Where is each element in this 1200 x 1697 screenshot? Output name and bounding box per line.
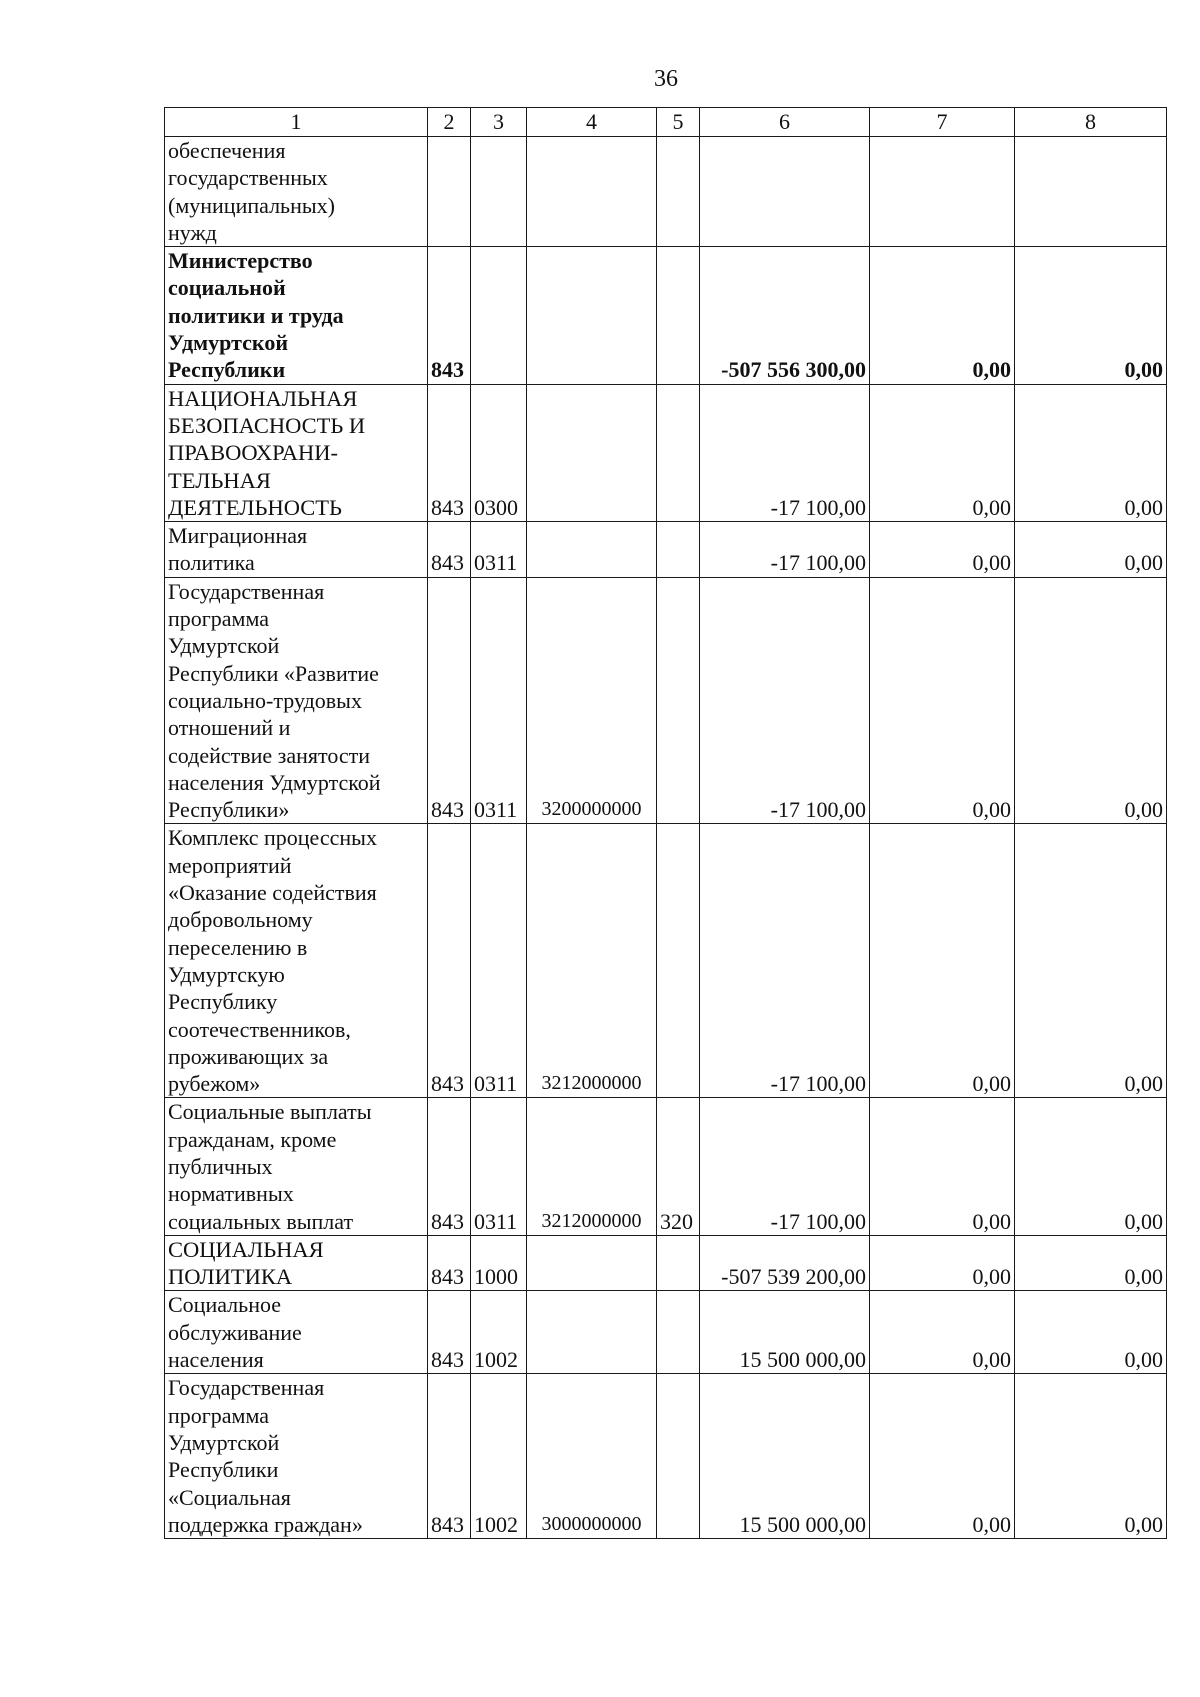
- admin-code-cell: 843: [428, 247, 471, 384]
- amount-cell: 0,00: [870, 1291, 1015, 1374]
- table-row: [165, 522, 1167, 578]
- section-code-cell: 1000: [471, 1235, 527, 1291]
- column-header: 6: [700, 108, 870, 137]
- amount-cell: -17 100,00: [700, 384, 870, 521]
- section-code-cell: 0311: [471, 522, 527, 578]
- expense-type-cell: [657, 247, 700, 384]
- amount-cell: 0,00: [870, 1235, 1015, 1291]
- expense-type-cell: [657, 1235, 700, 1291]
- row-name-cell: обеспечения государственных (муниципальных) нужд: [165, 137, 428, 247]
- amount-cell: 0,00: [1015, 1235, 1167, 1291]
- page-number: 36: [654, 66, 678, 92]
- table-row: [165, 824, 1167, 1098]
- admin-code-cell: [428, 137, 471, 247]
- admin-code-cell: 843: [428, 1098, 471, 1235]
- section-code-cell: 1002: [471, 1374, 527, 1539]
- section-code-cell: 0311: [471, 577, 527, 824]
- amount-cell: 0,00: [1015, 1098, 1167, 1235]
- row-name-cell: Министерство социальной политики и труда Удмуртской Республики: [165, 247, 428, 384]
- target-article-cell: [527, 1235, 657, 1291]
- row-name-cell: Миграционная политика: [165, 522, 428, 578]
- amount-cell: 15 500 000,00: [700, 1291, 870, 1374]
- target-article-cell: 3212000000: [527, 1098, 657, 1235]
- table-row: [165, 1235, 1167, 1291]
- section-code-cell: 0311: [471, 1098, 527, 1235]
- row-name-cell: Социальные выплаты гражданам, кроме публичных нормативных социальных выплат: [165, 1098, 428, 1235]
- amount-cell: 0,00: [1015, 824, 1167, 1098]
- amount-cell: 0,00: [1015, 1374, 1167, 1539]
- column-header: 8: [1015, 108, 1167, 137]
- budget-table: [164, 107, 1167, 1539]
- column-header: 1: [165, 108, 428, 137]
- expense-type-cell: [657, 522, 700, 578]
- amount-cell: 0,00: [1015, 577, 1167, 824]
- amount-cell: 0,00: [870, 384, 1015, 521]
- section-code-cell: [471, 137, 527, 247]
- amount-cell: 0,00: [870, 1098, 1015, 1235]
- section-code-cell: [471, 247, 527, 384]
- expense-type-cell: 320: [657, 1098, 700, 1235]
- target-article-cell: 3000000000: [527, 1374, 657, 1539]
- expense-type-cell: [657, 137, 700, 247]
- admin-code-cell: 843: [428, 824, 471, 1098]
- admin-code-cell: 843: [428, 1235, 471, 1291]
- section-code-cell: 0300: [471, 384, 527, 521]
- table-row: [165, 1374, 1167, 1539]
- amount-cell: [1015, 137, 1167, 247]
- amount-cell: 0,00: [1015, 522, 1167, 578]
- admin-code-cell: 843: [428, 522, 471, 578]
- row-name-cell: Государственная программа Удмуртской Республики «Социальная поддержка граждан»: [165, 1374, 428, 1539]
- column-header: 4: [527, 108, 657, 137]
- table-row: [165, 577, 1167, 824]
- row-name-cell: НАЦИОНАЛЬНАЯ БЕЗОПАСНОСТЬ И ПРАВООХРАНИ- ТЕЛЬНАЯ ДЕЯТЕЛЬНОСТЬ: [165, 384, 428, 521]
- amount-cell: 0,00: [870, 1374, 1015, 1539]
- amount-cell: 0,00: [870, 577, 1015, 824]
- amount-cell: -17 100,00: [700, 577, 870, 824]
- row-name-cell: Комплекс процессных мероприятий «Оказание содействия добровольному переселению в Удмуртскую Республику соотечественников, проживающих за рубежом»: [165, 824, 428, 1098]
- amount-cell: 0,00: [870, 824, 1015, 1098]
- table-row: [165, 137, 1167, 247]
- admin-code-cell: 843: [428, 384, 471, 521]
- amount-cell: -17 100,00: [700, 522, 870, 578]
- section-code-cell: 0311: [471, 824, 527, 1098]
- target-article-cell: [527, 247, 657, 384]
- admin-code-cell: 843: [428, 1291, 471, 1374]
- amount-cell: 15 500 000,00: [700, 1374, 870, 1539]
- amount-cell: 0,00: [1015, 247, 1167, 384]
- amount-cell: -507 539 200,00: [700, 1235, 870, 1291]
- expense-type-cell: [657, 577, 700, 824]
- table-row: [165, 384, 1167, 521]
- amount-cell: 0,00: [1015, 1291, 1167, 1374]
- target-article-cell: 3212000000: [527, 824, 657, 1098]
- amount-cell: 0,00: [870, 522, 1015, 578]
- amount-cell: -507 556 300,00: [700, 247, 870, 384]
- table-row: [165, 1291, 1167, 1374]
- expense-type-cell: [657, 1374, 700, 1539]
- amount-cell: [700, 137, 870, 247]
- column-header: 5: [657, 108, 700, 137]
- target-article-cell: [527, 1291, 657, 1374]
- row-name-cell: Социальное обслуживание населения: [165, 1291, 428, 1374]
- expense-type-cell: [657, 384, 700, 521]
- column-header: 2: [428, 108, 471, 137]
- target-article-cell: [527, 137, 657, 247]
- table-header-row: [165, 108, 1167, 137]
- admin-code-cell: 843: [428, 577, 471, 824]
- amount-cell: 0,00: [1015, 384, 1167, 521]
- amount-cell: 0,00: [870, 247, 1015, 384]
- expense-type-cell: [657, 824, 700, 1098]
- column-header: 7: [870, 108, 1015, 137]
- admin-code-cell: 843: [428, 1374, 471, 1539]
- target-article-cell: [527, 522, 657, 578]
- amount-cell: [870, 137, 1015, 247]
- row-name-cell: Государственная программа Удмуртской Республики «Развитие социально-трудовых отношений и содействие занятости населения Удмуртской Республики»: [165, 577, 428, 824]
- amount-cell: -17 100,00: [700, 824, 870, 1098]
- table-row: [165, 1098, 1167, 1235]
- target-article-cell: [527, 384, 657, 521]
- table-row: [165, 247, 1167, 384]
- column-header: 3: [471, 108, 527, 137]
- amount-cell: -17 100,00: [700, 1098, 870, 1235]
- row-name-cell: СОЦИАЛЬНАЯ ПОЛИТИКА: [165, 1235, 428, 1291]
- table-body: [165, 137, 1167, 1539]
- target-article-cell: 3200000000: [527, 577, 657, 824]
- expense-type-cell: [657, 1291, 700, 1374]
- section-code-cell: 1002: [471, 1291, 527, 1374]
